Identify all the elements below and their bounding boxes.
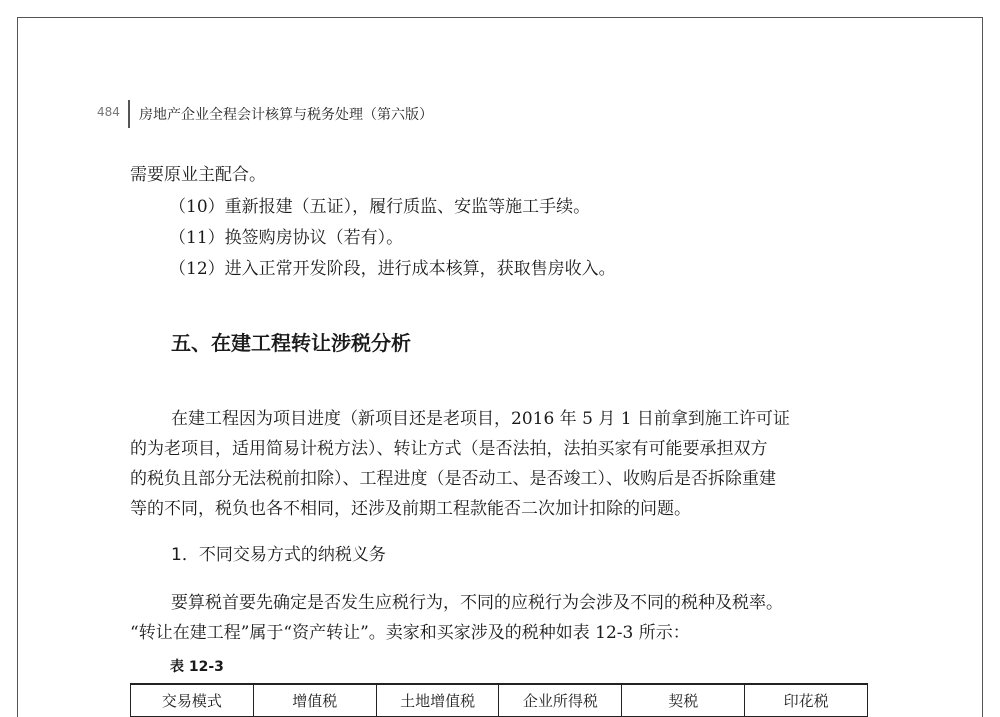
subsection-heading: 1．不同交易方式的纳税义务 xyxy=(171,545,386,565)
paragraph-line: 要算税首要先确定是否发生应税行为，不同的应税行为会涉及不同的税种及税率。 xyxy=(171,593,783,613)
body-line: 需要原业主配合。 xyxy=(130,165,266,185)
book-title: 房地产企业全程会计核算与税务处理（第六版） xyxy=(139,107,433,123)
paragraph-line: 在建工程因为项目进度（新项目还是老项目，2016 年 5 月 1 日前拿到施工许可证 xyxy=(171,409,790,429)
list-item-12: （12）进入正常开发阶段，进行成本核算，获取售房收入。 xyxy=(169,259,616,279)
paragraph-line: 的为老项目，适用简易计税方法）、转让方式（是否法拍，法拍买家有可能要承担双方 xyxy=(130,439,768,459)
section-heading: 五、在建工程转让涉税分析 xyxy=(171,331,411,355)
paragraph-line: 等的不同，税负也各不相同，还涉及前期工程款能否二次加计扣除的问题。 xyxy=(130,499,691,519)
table-header-cell: 土地增值税 xyxy=(376,684,499,717)
table-header-cell: 契税 xyxy=(622,684,745,717)
list-item-10: （10）重新报建（五证），履行质监、安监等施工手续。 xyxy=(169,197,591,217)
table-header-cell: 交易模式 xyxy=(131,684,254,717)
list-item-11: （11）换签购房协议（若有）。 xyxy=(169,228,404,248)
table-header-cell: 增值税 xyxy=(253,684,376,717)
paragraph-line: “转让在建工程”属于“资产转让”。卖家和买家涉及的税种如表 12-3 所示： xyxy=(130,623,690,643)
table-header-row xyxy=(131,684,868,717)
table-caption: 表 12-3 xyxy=(170,659,224,675)
table-header-cell: 企业所得税 xyxy=(499,684,622,717)
page-number: 484 xyxy=(97,105,120,119)
table-header-cell: 印花税 xyxy=(745,684,868,717)
paragraph-line: 的税负且部分无法税前扣除）、工程进度（是否动工、是否竣工）、收购后是否拆除重建 xyxy=(130,469,776,489)
tax-table xyxy=(130,683,868,717)
header-divider xyxy=(128,100,130,128)
